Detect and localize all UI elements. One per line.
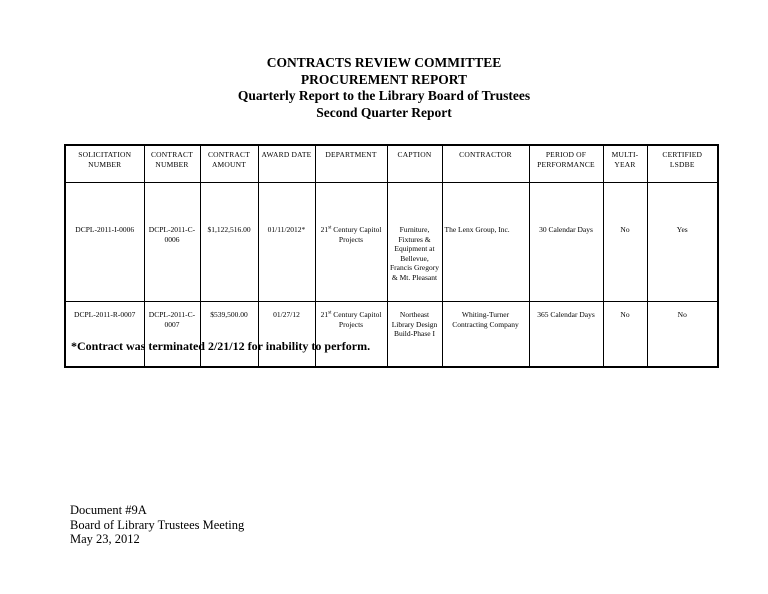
department: 21st Century Capitol Projects (315, 183, 387, 302)
committee-title: CONTRACTS REVIEW COMMITTEE (266, 55, 502, 70)
meeting-date: May 23, 2012 (70, 532, 140, 546)
award-date: 01/11/2012* (258, 183, 315, 302)
column-header: AWARD DATE (258, 145, 315, 183)
column-header: CAPTION (387, 145, 442, 183)
solicitation-number: DCPL-2011-I-0006 (65, 183, 144, 302)
table-row (65, 302, 718, 368)
meeting-name: Board of Library Trustees Meeting (70, 517, 245, 532)
quarter-title: Second Quarter Report (316, 104, 452, 120)
column-header: CONTRACTOR (442, 145, 529, 183)
certified-lsdbe: No (647, 302, 718, 368)
column-header: PERIOD OF PERFORMANCE (529, 145, 603, 183)
termination-note: *Contract was terminated 2/21/12 for inability to perform. (71, 339, 371, 353)
column-header: SOLICITATION NUMBER (65, 145, 144, 183)
procurement-table (64, 144, 719, 368)
contract-amount: $539,500.00 (200, 302, 258, 368)
multi-year: No (603, 302, 647, 368)
certified-lsdbe: Yes (647, 183, 718, 302)
column-header: CONTRACT AMOUNT (200, 145, 258, 183)
award-date: 01/27/12 (258, 302, 315, 368)
column-header: DEPARTMENT (315, 145, 387, 183)
column-header: MULTI-YEAR (603, 145, 647, 183)
table-row (65, 183, 718, 302)
column-header: CONTRACT NUMBER (144, 145, 200, 183)
multi-year: No (603, 183, 647, 302)
period-of-performance: 365 Calendar Days (529, 302, 603, 368)
caption: Furniture, Fixtures & Equipment at Bellevue, Francis Gregory & Mt. Pleasant (387, 183, 442, 302)
contract-amount: $1,122,516.00 (200, 183, 258, 302)
contractor: The Lenx Group, Inc. (442, 183, 529, 302)
document-number: Document #9A (70, 503, 147, 517)
report-header (0, 55, 768, 121)
report-subtitle: Quarterly Report to the Library Board of Trustees (237, 88, 531, 103)
column-header: CERTIFIED LSDBE (647, 145, 718, 183)
department: 21st Century Capitol Projects (315, 302, 387, 368)
report-title: PROCUREMENT REPORT (300, 71, 468, 87)
solicitation-number: DCPL-2011-R-0007 (65, 302, 144, 368)
period-of-performance: 30 Calendar Days (529, 183, 603, 302)
document-footer (70, 503, 244, 547)
caption: Northeast Library Design Build-Phase I (387, 302, 442, 368)
contract-number: DCPL-2011-C-0007 (144, 302, 200, 368)
contractor: Whiting-Turner Contracting Company (442, 302, 529, 368)
table-header-row (65, 145, 718, 183)
contract-number: DCPL-2011-C-0006 (144, 183, 200, 302)
